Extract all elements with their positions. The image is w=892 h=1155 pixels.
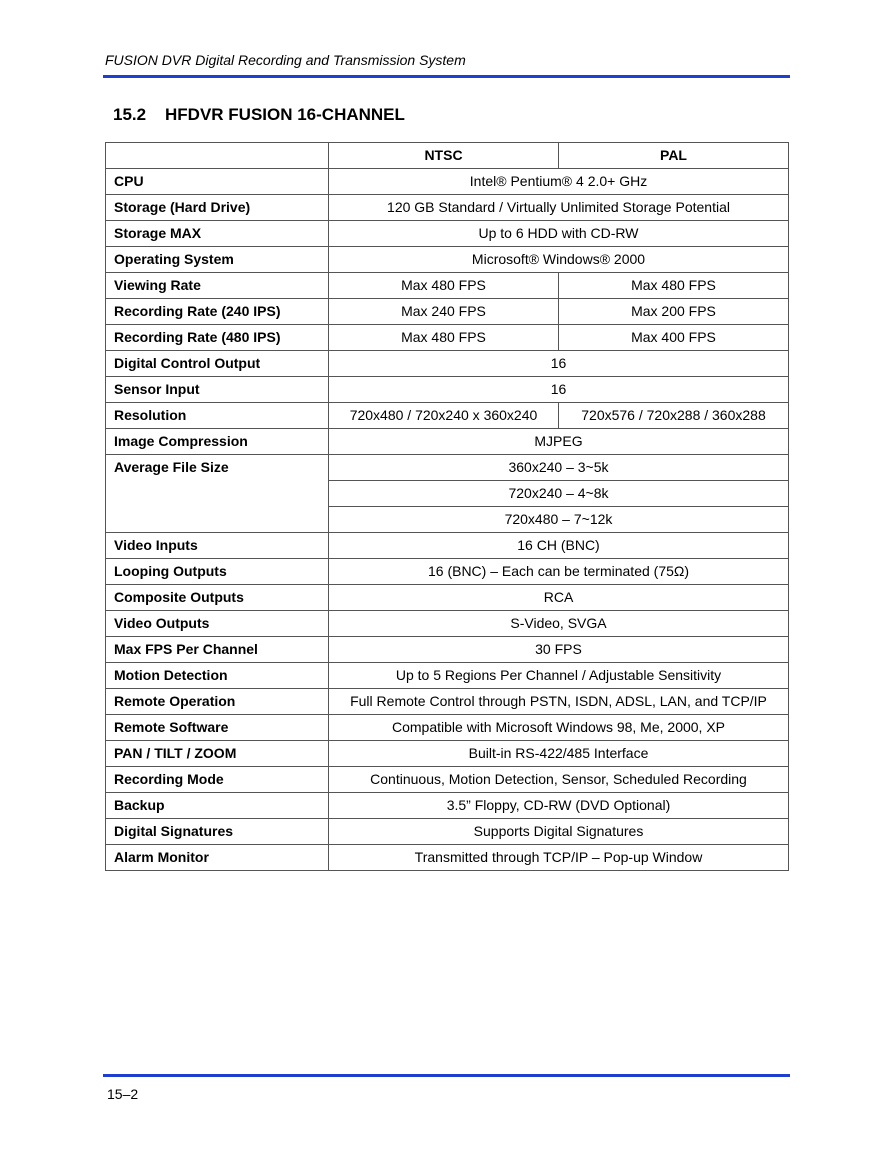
- header-rule: [103, 75, 790, 78]
- table-row: [106, 325, 789, 351]
- row-value: Up to 5 Regions Per Channel / Adjustable Sensitivity: [329, 663, 789, 689]
- row-value: 360x240 – 3~5k: [329, 455, 789, 481]
- row-value-pal: 720x576 / 720x288 / 360x288: [559, 403, 789, 429]
- row-label: Backup: [106, 793, 329, 819]
- row-label: Video Inputs: [106, 533, 329, 559]
- row-value: Built-in RS-422/485 Interface: [329, 741, 789, 767]
- spec-table-body: [106, 169, 789, 871]
- row-label: Image Compression: [106, 429, 329, 455]
- row-value: 30 FPS: [329, 637, 789, 663]
- row-value: 16 (BNC) – Each can be terminated (75Ω): [329, 559, 789, 585]
- row-label: Recording Rate (240 IPS): [106, 299, 329, 325]
- table-row: [106, 403, 789, 429]
- row-value: Supports Digital Signatures: [329, 819, 789, 845]
- table-row: [106, 169, 789, 195]
- table-row: [106, 273, 789, 299]
- row-label: Composite Outputs: [106, 585, 329, 611]
- row-label: Average File Size: [106, 455, 329, 533]
- row-value-ntsc: Max 480 FPS: [329, 325, 559, 351]
- row-label: Storage (Hard Drive): [106, 195, 329, 221]
- table-row: [106, 299, 789, 325]
- row-value: Compatible with Microsoft Windows 98, Me, 2000, XP: [329, 715, 789, 741]
- row-label: Digital Control Output: [106, 351, 329, 377]
- row-value: Up to 6 HDD with CD-RW: [329, 221, 789, 247]
- row-label: Sensor Input: [106, 377, 329, 403]
- row-label: PAN / TILT / ZOOM: [106, 741, 329, 767]
- table-header-row: [106, 143, 789, 169]
- row-value-ntsc: Max 480 FPS: [329, 273, 559, 299]
- row-label: Alarm Monitor: [106, 845, 329, 871]
- column-header-pal: PAL: [559, 143, 789, 169]
- row-label: Recording Rate (480 IPS): [106, 325, 329, 351]
- row-label: Storage MAX: [106, 221, 329, 247]
- running-header: FUSION DVR Digital Recording and Transmission System: [105, 52, 466, 68]
- footer-rule: [103, 1074, 790, 1077]
- row-value: 720x480 – 7~12k: [329, 507, 789, 533]
- table-row: [106, 767, 789, 793]
- row-label: Resolution: [106, 403, 329, 429]
- table-row: [106, 741, 789, 767]
- row-value: 720x240 – 4~8k: [329, 481, 789, 507]
- row-value: Transmitted through TCP/IP – Pop-up Window: [329, 845, 789, 871]
- table-row: [106, 377, 789, 403]
- table-row: [106, 429, 789, 455]
- row-label: Motion Detection: [106, 663, 329, 689]
- row-value-ntsc: Max 240 FPS: [329, 299, 559, 325]
- table-row: [106, 195, 789, 221]
- table-row: [106, 845, 789, 871]
- row-value: MJPEG: [329, 429, 789, 455]
- section-heading: [113, 105, 405, 125]
- table-row: [106, 455, 789, 481]
- row-value: 16 CH (BNC): [329, 533, 789, 559]
- row-value: Continuous, Motion Detection, Sensor, Scheduled Recording: [329, 767, 789, 793]
- row-value: Intel® Pentium® 4 2.0+ GHz: [329, 169, 789, 195]
- page-number: 15–2: [107, 1086, 139, 1102]
- table-row: [106, 663, 789, 689]
- table-row: [106, 221, 789, 247]
- row-value: RCA: [329, 585, 789, 611]
- table-row: [106, 611, 789, 637]
- table-row: [106, 637, 789, 663]
- table-row: [106, 819, 789, 845]
- row-value: 16: [329, 377, 789, 403]
- row-value: Microsoft® Windows® 2000: [329, 247, 789, 273]
- row-label: Digital Signatures: [106, 819, 329, 845]
- table-row: [106, 689, 789, 715]
- column-header-blank: [106, 143, 329, 169]
- table-row: [106, 793, 789, 819]
- row-label: Recording Mode: [106, 767, 329, 793]
- row-label: Operating System: [106, 247, 329, 273]
- row-value: Full Remote Control through PSTN, ISDN, ADSL, LAN, and TCP/IP: [329, 689, 789, 715]
- table-row: [106, 533, 789, 559]
- section-number: 15.2: [113, 105, 147, 124]
- row-label: Viewing Rate: [106, 273, 329, 299]
- row-value-pal: Max 400 FPS: [559, 325, 789, 351]
- table-row: [106, 715, 789, 741]
- row-value-pal: Max 200 FPS: [559, 299, 789, 325]
- row-value: 120 GB Standard / Virtually Unlimited Storage Potential: [329, 195, 789, 221]
- table-row: [106, 559, 789, 585]
- table-row: [106, 247, 789, 273]
- spec-table: [105, 142, 789, 871]
- row-label: Remote Software: [106, 715, 329, 741]
- row-label: Video Outputs: [106, 611, 329, 637]
- row-label: Looping Outputs: [106, 559, 329, 585]
- table-row: [106, 585, 789, 611]
- row-value: S-Video, SVGA: [329, 611, 789, 637]
- column-header-ntsc: NTSC: [329, 143, 559, 169]
- table-row: [106, 351, 789, 377]
- row-value: 3.5” Floppy, CD-RW (DVD Optional): [329, 793, 789, 819]
- row-value: 16: [329, 351, 789, 377]
- row-value-ntsc: 720x480 / 720x240 x 360x240: [329, 403, 559, 429]
- row-value-pal: Max 480 FPS: [559, 273, 789, 299]
- row-label: CPU: [106, 169, 329, 195]
- section-title: HFDVR FUSION 16-CHANNEL: [165, 105, 405, 124]
- row-label: Remote Operation: [106, 689, 329, 715]
- row-label: Max FPS Per Channel: [106, 637, 329, 663]
